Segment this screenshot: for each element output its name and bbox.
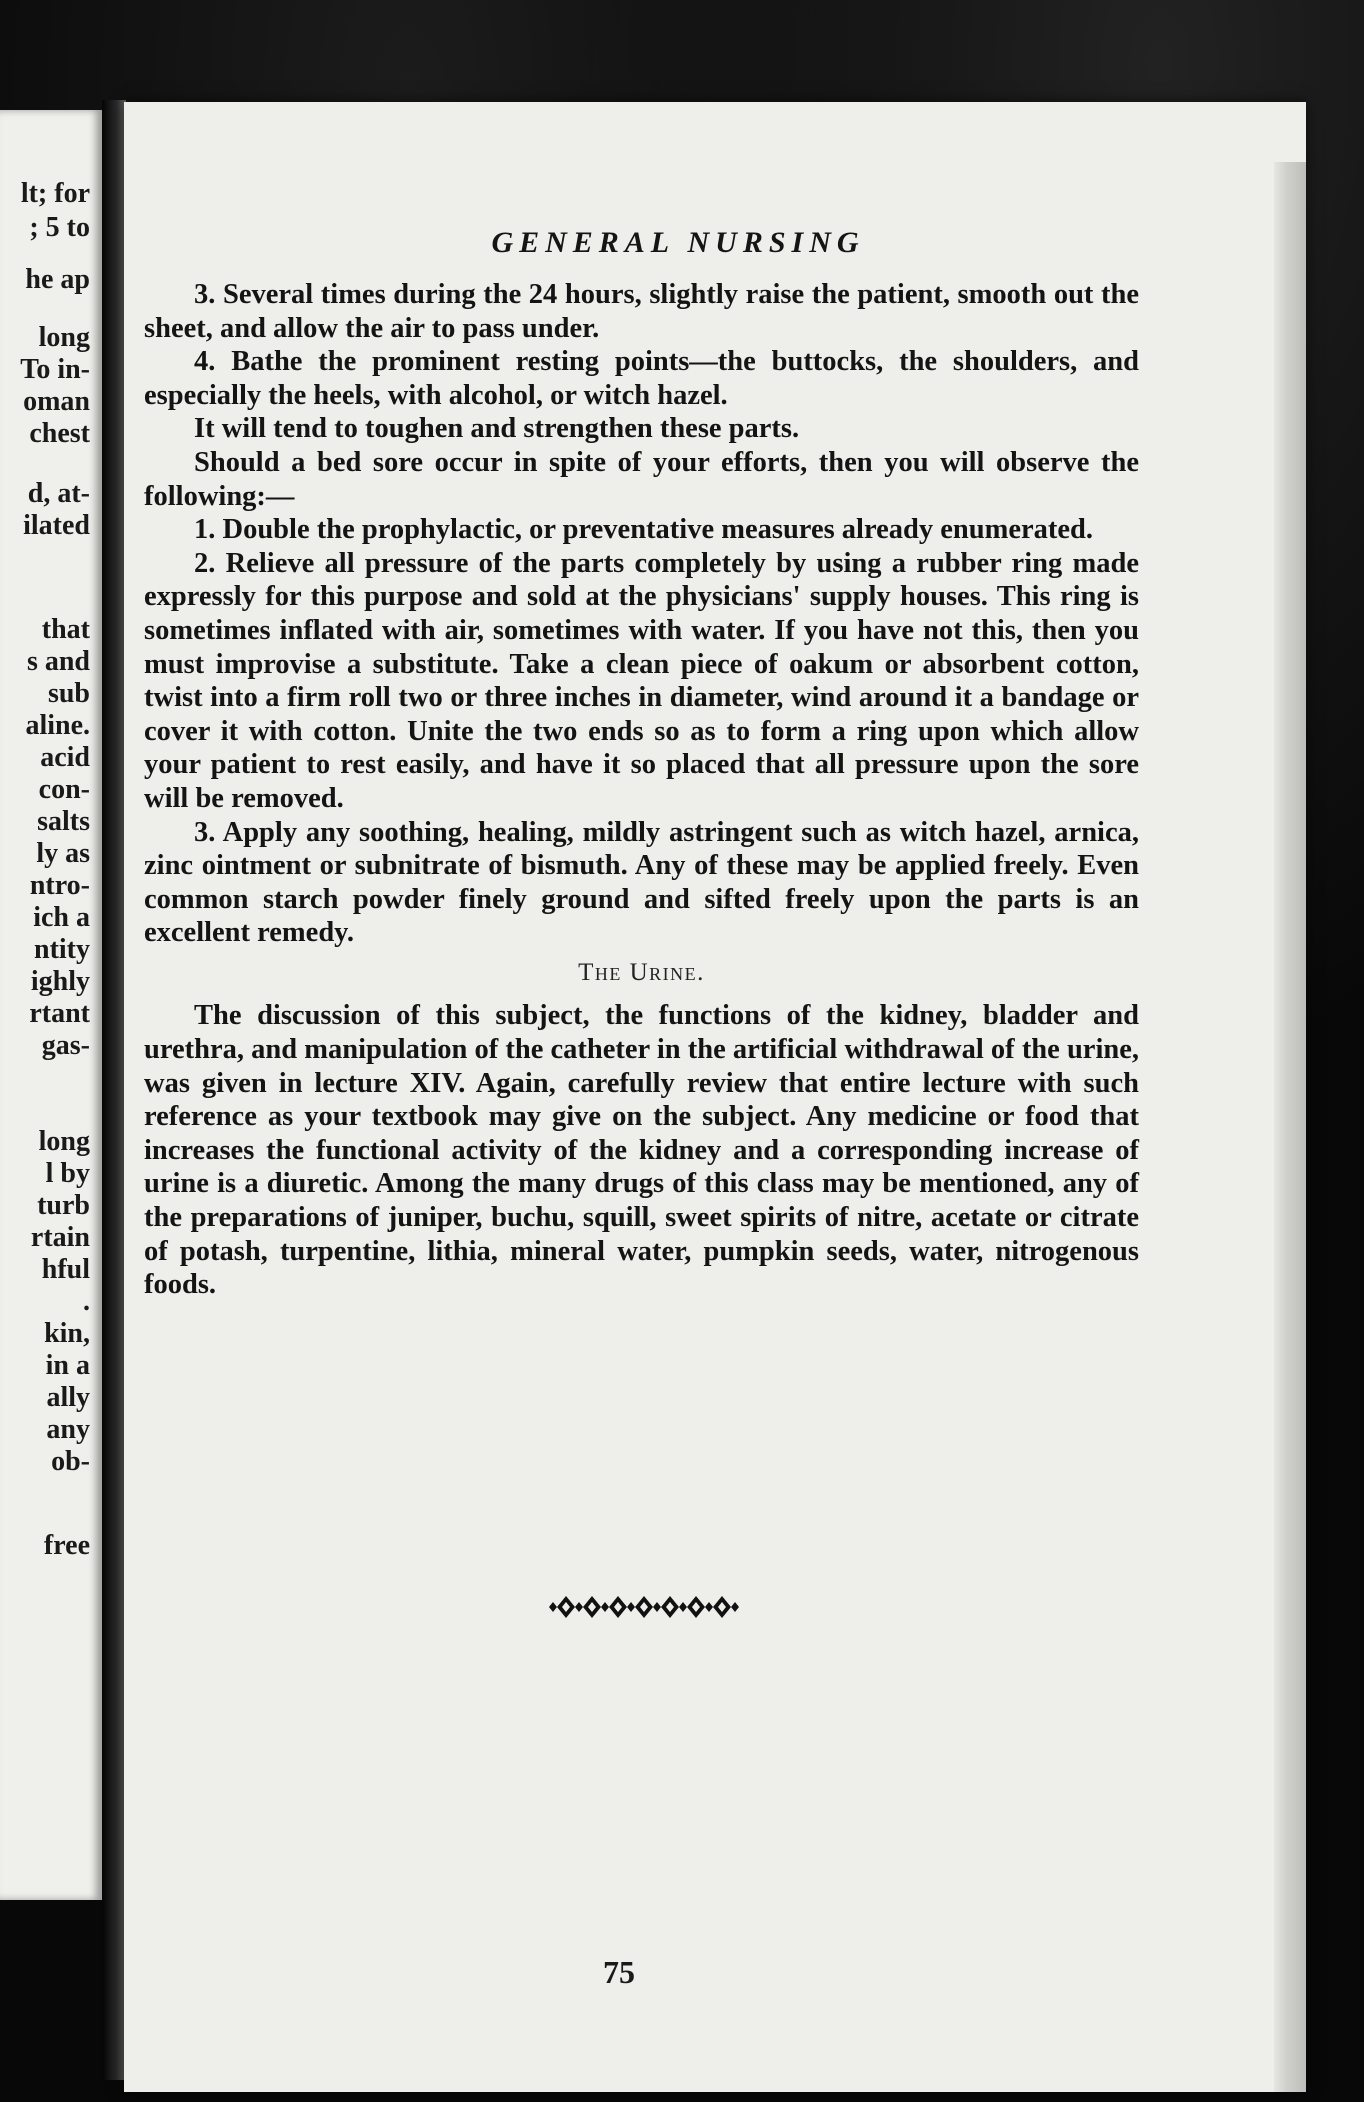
paragraph-bed-sore: Should a bed sore occur in spite of your efforts, then you will observe the following:— [144,446,1139,512]
facing-page-text-fragment: oman [23,386,90,417]
paragraph-item-3: 3. Several times during the 24 hours, slightly raise the patient, smooth out the sheet, and allow the air to pass under. [144,279,1139,344]
paragraph-step-2: 2. Relieve all pressure of the parts completely by using a rubber ring made expressly for this purpose and sold at the physicians' supply houses. This ring is sometimes inflated with air, sometimes with water. If you have not this, then you must improvise a substitute. Take a clean piece of oakum or absorbent cotton, twist into a firm roll two or three inches in diameter, wind around it a bandage or cover it with cotton. Unite the two ends so as to form a ring upon which allow your patient to rest easily, and have it so placed that all pressure upon the sore will be removed. [144,547,1139,814]
paragraph-item-4: 4. Bathe the prominent resting points—the buttocks, the shoulders, and especially the heels, with alcohol, or witch hazel. [144,346,1139,411]
facing-page-text-fragment: rtant [29,998,90,1029]
facing-page-text-fragment: lt; for [20,178,90,209]
facing-page-text-fragment: ly as [36,838,90,869]
facing-page-text-fragment: kin, [44,1318,90,1349]
facing-page-text-fragment: ob- [51,1446,90,1477]
page-body [144,278,1139,1302]
page-edge-shading [1274,162,1306,2092]
book-gutter-shadow [102,100,126,2080]
facing-page-fragment [0,110,102,1900]
facing-page-text-fragment: ; 5 to [29,212,90,243]
facing-page-text-fragment: turb [37,1190,90,1221]
facing-page-text-fragment: ilated [23,510,90,541]
section-heading: The Urine. [578,958,705,986]
facing-page-text-fragment: aline. [25,710,90,741]
running-header: GENERAL NURSING [491,226,865,259]
facing-page-text-fragment: rtain [30,1222,90,1253]
facing-page-text-fragment: ally [46,1382,90,1413]
facing-page-text-fragment: he ap [25,264,90,295]
facing-page-text-fragment: . [83,1286,90,1317]
facing-page-text-fragment: l by [45,1158,90,1189]
facing-page-text-fragment: ntity [34,934,90,965]
facing-page-text-fragment: long [38,322,90,353]
facing-page-text-fragment: gas- [41,1030,90,1061]
facing-page-text-fragment: salts [37,806,90,837]
facing-page-text-fragment: chest [29,418,90,449]
facing-page-text-fragment: in a [45,1350,90,1381]
paragraph-step-3: 3. Apply any soothing, healing, mildly astringent such as witch hazel, arnica, zinc ointment or subnitrate of bismuth. Any of these may be applied freely. Even common starch powder finely ground and sifted freely upon the parts is an excellent remedy. [144,816,1139,949]
facing-page-text-fragment: free [43,1530,90,1561]
paragraph-urine: The discussion of this subject, the functions of the kidney, bladder and urethra, and manipulation of the catheter in the artificial withdrawal of the urine, was given in lecture XIV. Again, carefully review that entire lecture with such reference as your textbook may give on the subject. Any medicine or food that increases the functional activity of the kidney and a corresponding increase of urine is a diuretic. Among the many drugs of this class may be mentioned, any of the preparations of juniper, buchu, squill, sweet spirits of nitre, acetate or citrate of potash, turpentine, lithia, mineral water, pumpkin seeds, water, nitrogenous foods. [144,1000,1139,1301]
page-number: 75 [603,1954,635,1990]
paragraph-step-1: 1. Double the prophylactic, or preventative measures already enumerated. [194,514,1093,546]
facing-page-text-fragment: ighly [30,966,90,997]
facing-page-text-fragment: To in- [20,354,90,385]
facing-page-text-fragment: sub [47,678,90,709]
book-page [124,102,1306,2092]
facing-page-text-fragment: ich a [33,902,90,933]
facing-page-text-fragment: long [38,1126,90,1157]
paragraph-toughen: It will tend to toughen and strengthen these parts. [194,413,800,445]
facing-page-text-fragment: any [46,1414,90,1445]
facing-page-text-fragment: con- [38,774,90,805]
facing-page-text-fragment: hful [41,1254,90,1285]
facing-page-text-fragment: that [41,614,90,645]
diamond-chain-ornament-icon [549,1590,739,1624]
facing-page-text-fragment: d, at- [27,478,90,509]
facing-page-text-fragment: ntro- [29,870,90,901]
facing-page-text-fragment: acid [40,742,90,773]
facing-page-text-fragment: s and [26,646,90,677]
